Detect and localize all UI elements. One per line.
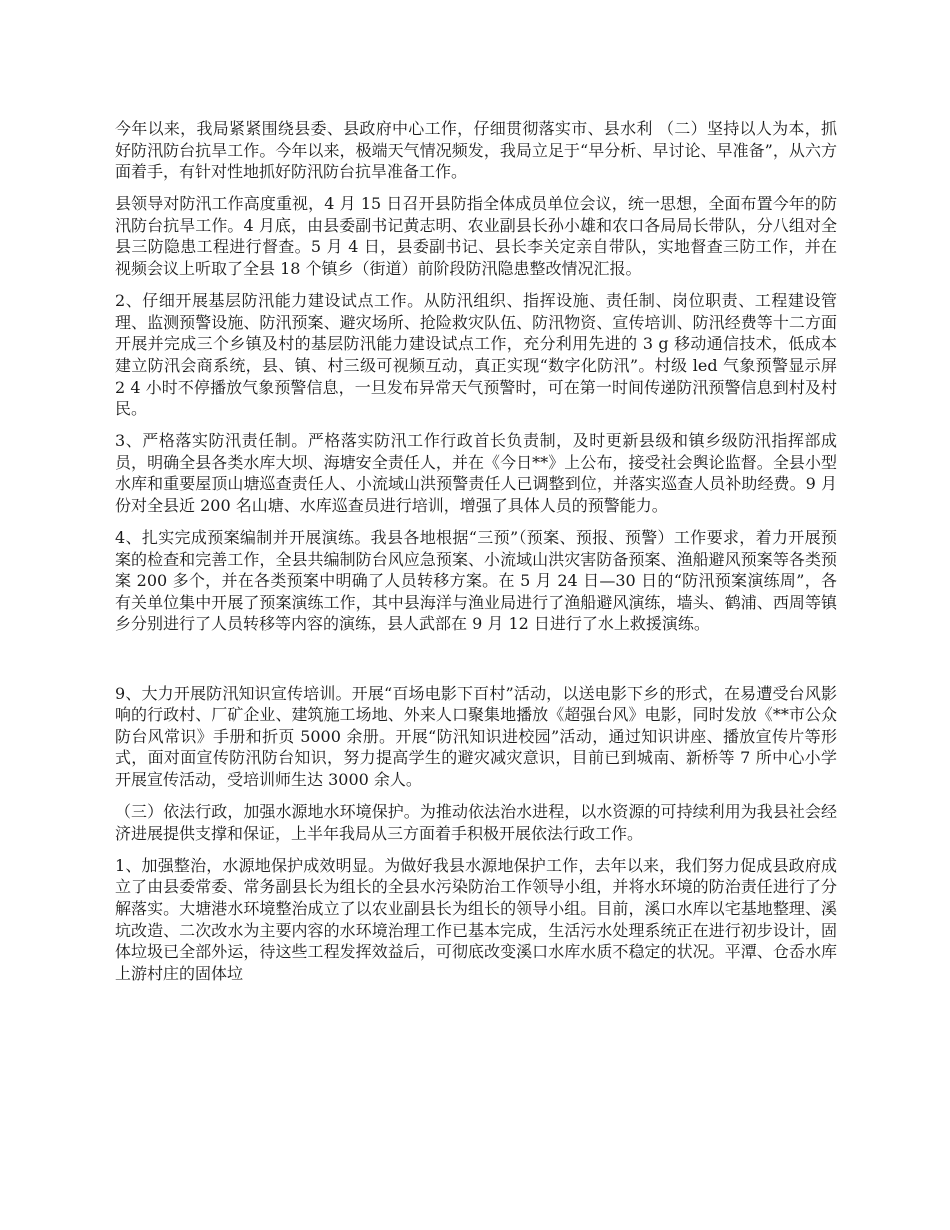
section-gap [115,646,837,683]
paragraph-section-3-item-1: 1、加强整治，水源地保护成效明显。为做好我县水源地保护工作，去年以来，我们努力促成县政府成立了由县委常委、常务副县长为组长的全县水污染防治工作领导小组，并将水环境的防治责任进行了分解落实。大塘港水环境整治成立了以农业副县长为组长的领导小组。目前，溪口水库以宅基地整理、溪坑改造、二次改水为主要内容的水环境治理工作已基本完成，生活污水处理系统正在进行初步设计，固体垃圾已全部外运，待这些工程发挥效益后，可彻底改变溪口水库水质不稳定的状况。平潭、仓岙水库上游村庄的固体垃 [115,855,837,983]
document-body [115,118,837,995]
paragraph-section-3: （三）依法行政，加强水源地水环境保护。为推动依法治水进程，以水资源的可持续利用为我县社会经济进展提供支撑和保证，上半年我局从三方面着手积极开展依法行政工作。 [115,802,837,843]
paragraph-item-2: 2、仔细开展基层防汛能力建设试点工作。从防汛组织、指挥设施、责任制、岗位职责、工程建设管理、监测预警设施、防汛预案、避灾场所、抢险救灾队伍、防汛物资、宣传培训、防汛经费等十二方面开展并完成三个乡镇及村的基层防汛能力建设试点工作，充分利用先进的 3 g 移动通信技术，低成本建立防汛会商系统，县、镇、村三级可视频互动，真正实现“数字化防汛”。村级 led 气象预警显示屏 2 4 小时不停播放气象预警信息，一旦发布异常天气预警时，可在第一时间传递防汛预警信息到村及村民。 [115,291,837,419]
paragraph-leadership: 县领导对防汛工作高度重视，4 月 15 日召开县防指全体成员单位会议，统一思想，全面布置今年的防汛防台抗旱工作。4 月底，由县委副书记黄志明、农业副县长孙小雄和农口各局局长带队，分八组对全县三防隐患工程进行督查。5 月 4 日，县委副书记、县长李关定亲自带队，实地督查三防工作，并在视频会议上听取了全县 18 个镇乡（街道）前阶段防汛隐患整改情况汇报。 [115,194,837,279]
paragraph-item-4: 4、扎实完成预案编制并开展演练。我县各地根据“三预”（预案、预报、预警）工作要求，着力开展预案的检查和完善工作，全县共编制防台风应急预案、小流域山洪灾害防备预案、渔船避风预案等各类预案 200 多个，并在各类预案中明确了人员转移方案。在 5 月 24 日—30 日的“防汛预案演练周”，各有关单位集中开展了预案演练工作，其中县海洋与渔业局进行了渔船避风演练，墙头、鹤浦、西周等镇乡分别进行了人员转移等内容的演练，县人武部在 9 月 12 日进行了水上救援演练。 [115,528,837,634]
paragraph-item-3: 3、严格落实防汛责任制。严格落实防汛工作行政首长负责制，及时更新县级和镇乡级防汛指挥部成员，明确全县各类水库大坝、海塘安全责任人，并在《今日**》上公布，接受社会舆论监督。全县小型水库和重要屋顶山塘巡查责任人、小流域山洪预警责任人已调整到位，并落实巡查人员补助经费。9 月份对全县近 200 名山塘、水库巡查员进行培训，增强了具体人员的预警能力。 [115,431,837,515]
paragraph-intro: 今年以来，我局紧紧围绕县委、县政府中心工作，仔细贯彻落实市、县水利 （二）坚持以人为本，抓好防汛防台抗旱工作。今年以来，极端天气情况频发，我局立足于“早分析、早讨论、早准备”，从六方面着手，有针对性地抓好防汛防台抗旱准备工作。 [115,119,837,182]
paragraph-item-9: 9、大力开展防汛知识宣传培训。开展“百场电影下百村”活动，以送电影下乡的形式，在易遭受台风影响的行政村、厂矿企业、建筑施工场地、外来人口聚集地播放《超强台风》电影，同时发放《**市公众防台风常识》手册和折页 5000 余册。开展“防汛知识进校园”活动，通过知识讲座、播放宣传片等形式，面对面宣传防汛防台知识，努力提高学生的避灾减灾意识，目前已到城南、新桥等 7 所中心小学开展宣传活动，受培训师生达 3000 余人。 [115,683,837,789]
